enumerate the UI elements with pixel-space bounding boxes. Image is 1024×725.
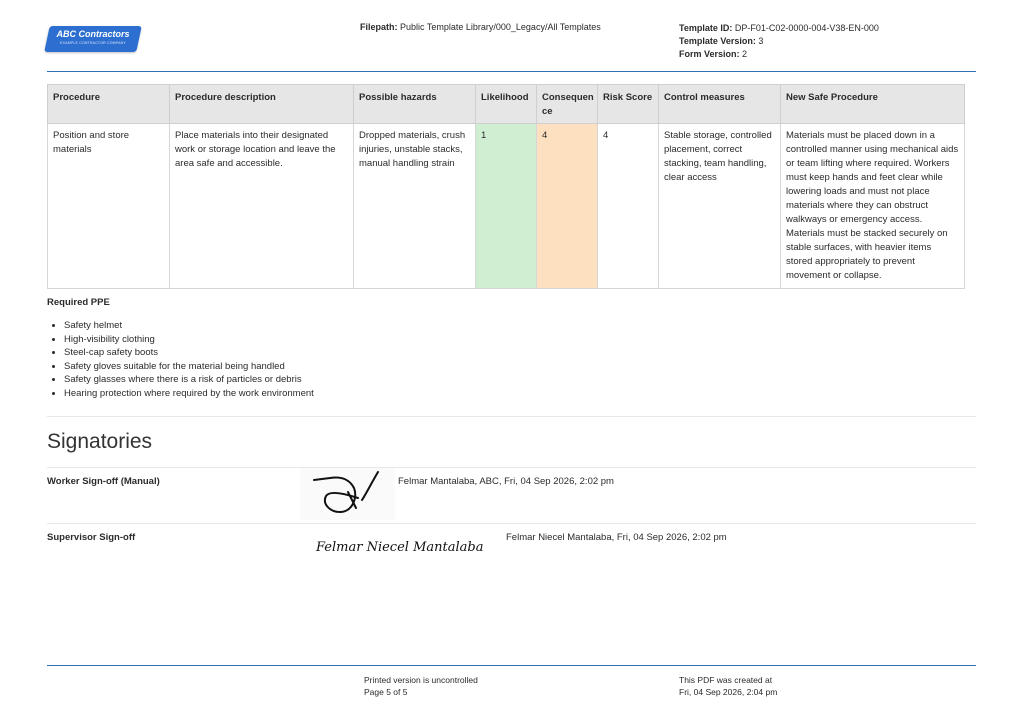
worker-signoff-text: Felmar Mantalaba, ABC, Fri, 04 Sep 2026, 2:02 pm (398, 476, 614, 487)
cell-hazards: Dropped materials, crush injuries, unstable stacks, manual handling strain (354, 124, 476, 289)
list-item: • Hearing protection where required by the work environment (64, 387, 314, 401)
risk-assessment-table (47, 84, 965, 289)
list-item: • Safety glasses where there is a risk of particles or debris (64, 373, 314, 387)
worker-signature-image (300, 468, 395, 520)
footer-left (364, 674, 478, 698)
cell-risk-score: 4 (598, 124, 659, 289)
company-logo (47, 26, 139, 52)
created-value: Fri, 04 Sep 2026, 2:04 pm (679, 687, 778, 697)
col-procedure: Procedure (48, 85, 170, 124)
cell-likelihood: 1 (476, 124, 537, 289)
page-number: Page 5 of 5 (364, 687, 408, 697)
table-row (48, 124, 965, 289)
created-label: This PDF was created at (679, 675, 773, 685)
filepath-value: Public Template Library/000_Legacy/All Templates (400, 22, 601, 32)
col-new-procedure: New Safe Procedure (781, 85, 965, 124)
template-version: Template Version: 3 (679, 36, 764, 46)
signatories-title: Signatories (47, 430, 153, 453)
template-meta (679, 22, 879, 61)
cell-controls: Stable storage, controlled placement, correct stacking, team handling, clear access (659, 124, 781, 289)
col-risk-score: Risk Score (598, 85, 659, 124)
col-controls: Control measures (659, 85, 781, 124)
table-header-row (48, 85, 965, 124)
logo-name: ABC Contractors (56, 29, 130, 39)
cell-description: Place materials into their designated work or storage location and leave the area safe and accessible. (170, 124, 354, 289)
ppe-title: Required PPE (47, 297, 110, 308)
col-consequence: Consequen ce (537, 85, 598, 124)
col-hazards: Possible hazards (354, 85, 476, 124)
footer-rule (47, 665, 976, 666)
footer-right (679, 674, 777, 698)
logo-tagline: EXAMPLE CONTRACTOR COMPANY (60, 41, 126, 45)
header-rule (47, 71, 976, 72)
col-likelihood: Likelihood (476, 85, 537, 124)
filepath: Filepath: Public Template Library/000_Legacy/All Templates (360, 22, 601, 32)
list-item: • Safety gloves suitable for the material being handled (64, 360, 314, 374)
section-divider (47, 416, 976, 417)
list-item: • Safety helmet (64, 319, 314, 333)
cell-consequence: 4 (537, 124, 598, 289)
uncontrolled-note: Printed version is uncontrolled (364, 675, 478, 685)
cell-new-procedure: Materials must be placed down in a controlled manner using mechanical aids or team lifting where required. Workers must keep hands and feet clear while lowering loads and must not place materials where they can obstruct walkways or emergency access. Materials must be stacked securely on stable surfaces, with heavier items stored appropriately to prevent movement or collapse. (781, 124, 965, 289)
form-version: Form Version: 2 (679, 49, 748, 59)
ppe-list (47, 319, 314, 401)
supervisor-signoff-text: Felmar Niecel Mantalaba, Fri, 04 Sep 2026, 2:02 pm (506, 532, 727, 543)
section-divider (47, 523, 976, 524)
supervisor-signoff-label: Supervisor Sign-off (47, 532, 136, 543)
page-header (0, 0, 1024, 74)
template-id: Template ID: DP-F01-C02-0000-004-V38-EN-000 (679, 23, 879, 33)
cell-procedure: Position and store materials (48, 124, 170, 289)
list-item: • High-visibility clothing (64, 333, 314, 347)
col-description: Procedure description (170, 85, 354, 124)
section-divider (47, 467, 976, 468)
worker-signoff-label: Worker Sign-off (Manual) (47, 476, 160, 487)
supervisor-signature: Felmar Niecel Mantalaba (316, 540, 484, 555)
list-item: • Steel-cap safety boots (64, 346, 314, 360)
